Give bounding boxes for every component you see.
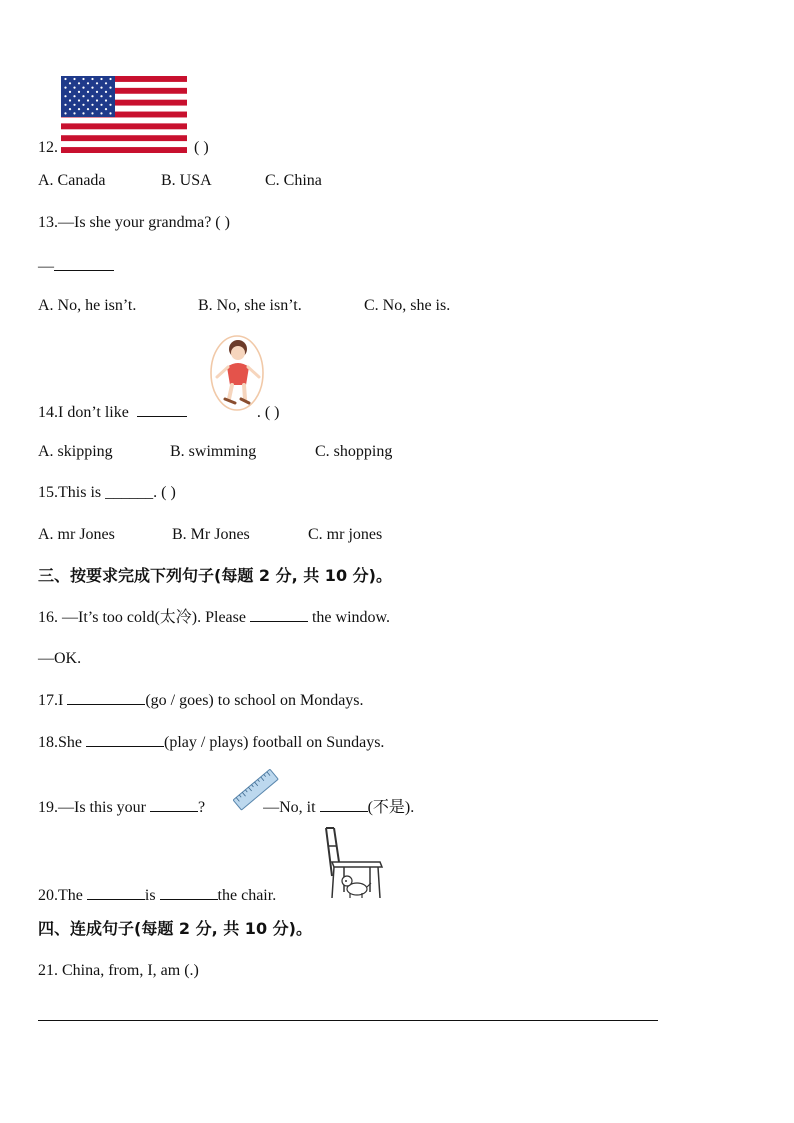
q18-before: 18.She (38, 734, 82, 751)
q15-options (38, 525, 382, 545)
q17-after: (go / goes) to school on Mondays. (145, 692, 364, 709)
q12-options (38, 171, 322, 191)
q14-option-a[interactable]: A. skipping (38, 443, 113, 460)
q20-line (38, 885, 276, 906)
q14-blank[interactable] (137, 402, 187, 417)
q19-blank-2[interactable] (320, 797, 368, 812)
q13-options (38, 296, 450, 316)
q13-answer-line (38, 256, 114, 277)
q16-line (38, 607, 390, 628)
q19-mid: ? (198, 799, 206, 816)
q19-before: 19.—Is this your (38, 799, 146, 816)
q14-option-b[interactable]: B. swimming (170, 443, 257, 460)
q19-after: (不是). (367, 799, 415, 816)
chair-with-dog-image (320, 826, 386, 902)
q16-after: the window. (311, 609, 391, 626)
q12-option-b[interactable]: B. USA (161, 172, 212, 189)
q14-options (38, 442, 392, 462)
q17-line (38, 690, 364, 711)
q21-answer-line[interactable] (38, 1020, 658, 1021)
q16-before: 16. —It’s too cold(太冷). Please (38, 609, 246, 626)
q13-blank[interactable] (54, 256, 114, 271)
q14-option-c[interactable]: C. shopping (315, 443, 393, 460)
q15-option-b[interactable]: B. Mr Jones (172, 526, 250, 543)
q12-option-c[interactable]: C. China (265, 172, 322, 189)
q21-text: 21. China, from, I, am (.) (38, 962, 199, 979)
q13-question: 13.—Is she your grandma? ( ) (38, 214, 230, 231)
q19-blank-1[interactable] (150, 797, 198, 812)
q16-reply: —OK. (38, 650, 82, 667)
q20-blank-1[interactable] (87, 885, 145, 900)
q20-mid: is (144, 887, 156, 904)
q12-line (38, 138, 209, 158)
q16-blank[interactable] (250, 607, 308, 622)
q19-reply: —No, it (263, 799, 316, 816)
q17-before: 17.I (38, 692, 64, 709)
q13-option-c[interactable]: C. No, she is. (364, 297, 451, 314)
q19-line (38, 797, 414, 818)
q20-before: 20.The (38, 887, 83, 904)
q14-line (38, 402, 279, 423)
q15-option-c[interactable]: C. mr jones (308, 526, 383, 543)
q18-blank[interactable] (86, 732, 164, 747)
q20-after: the chair. (217, 887, 277, 904)
q14-before: 14.I don’t like (38, 404, 129, 421)
q18-line (38, 732, 384, 753)
q13-dash: — (38, 258, 54, 275)
q14-after: . ( ) (256, 404, 280, 421)
section-3-title: 三、按要求完成下列句子(每题 2 分, 共 10 分)。 (38, 566, 392, 585)
q12-number: 12. (38, 139, 58, 156)
q13-option-b[interactable]: B. No, she isn’t. (198, 297, 302, 314)
section-4-title: 四、连成句子(每题 2 分, 共 10 分)。 (38, 919, 312, 938)
q20-blank-2[interactable] (160, 885, 218, 900)
q12-option-a[interactable]: A. Canada (38, 172, 106, 189)
q18-after: (play / plays) football on Sundays. (164, 734, 385, 751)
q12-answer-paren[interactable]: ( ) (194, 139, 209, 156)
q15-option-a[interactable]: A. mr Jones (38, 526, 115, 543)
q13-option-a[interactable]: A. No, he isn’t. (38, 297, 137, 314)
q15-question: 15.This is ______. ( ) (38, 484, 176, 501)
q17-blank[interactable] (67, 690, 145, 705)
